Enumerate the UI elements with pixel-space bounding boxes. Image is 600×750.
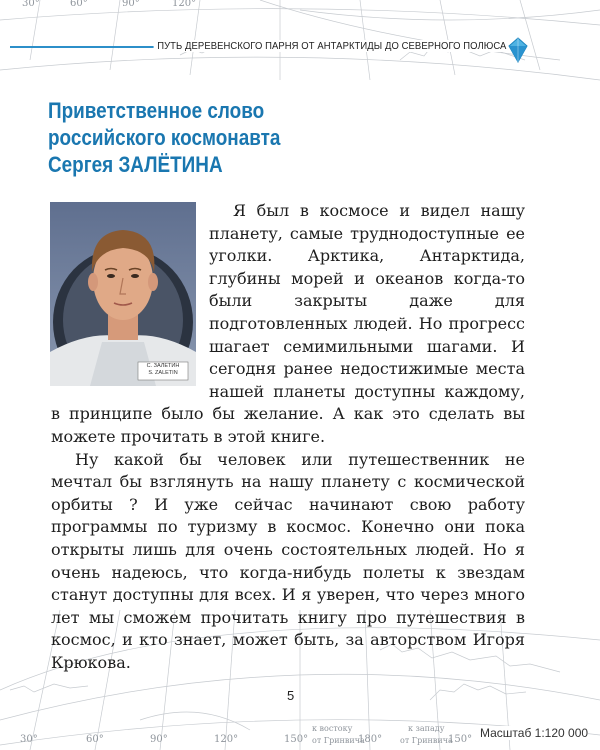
bottom-lon-3: 90°	[150, 734, 168, 745]
map-caption-2: к западу	[408, 724, 445, 733]
bottom-lon-6: 180°	[358, 734, 383, 745]
title-line-2: российского космонавта	[48, 125, 281, 150]
page-title	[48, 97, 280, 178]
top-lon-3: 90°	[122, 0, 140, 9]
title-line-3: Сергея ЗАЛЁТИНА	[48, 152, 223, 177]
top-lon-4: 120°	[172, 0, 197, 9]
paragraph-2: Ну какой бы человек или путешественник не мечтал бы взглянуть на нашу планету с космической орбиты ? И уже сейчас начинают свою работу программы по туризму в космос. Конечно они пока открыты лишь для очень состоятельных людей. Но я очень надеюсь, что когда-нибудь полеты к звездам станут доступны для всех. И я уверен, что через много лет мы сможем прочитать книгу про путешествия в космос, и кто знает, может быть, за авторством Игоря Крюкова.	[51, 449, 525, 672]
paragraph-1: Я был в космосе и видел нашу планету, самые труднодоступные ее уголки. Арктика, Антарктида, глубины морей и океанов когда-то были закрыты даже для подготовленных людей. Но прогресс шагает семимильными шагами. И сегодня ранее недостижимые места нашей планеты доступны каждому, в принципе было бы желание. А как это сделать вы можете прочитать в этой книге.	[51, 201, 525, 446]
page-number: 5	[287, 688, 295, 703]
nametag-line-2: S. ZALETIN	[148, 370, 178, 376]
bottom-lon-5: 150°	[284, 734, 309, 745]
top-lon-2: 60°	[70, 0, 88, 9]
bottom-lon-4: 120°	[214, 734, 239, 745]
nametag-line-1: С. ЗАЛЕТИН	[146, 363, 180, 369]
title-line-1: Приветственное слово	[48, 98, 265, 123]
welcome-text	[51, 200, 525, 674]
nametag	[139, 363, 187, 377]
diamond-icon	[508, 37, 528, 63]
top-lon-1: 30°	[22, 0, 40, 9]
bottom-lon-2: 60°	[86, 734, 104, 745]
map-scale: Масштаб 1:120 000	[480, 726, 589, 740]
bottom-lon-7: 150°	[448, 734, 473, 745]
map-caption-1: к востоку	[312, 724, 353, 733]
running-title: ПУТЬ ДЕРЕВЕНСКОГО ПАРНЯ ОТ АНТАРКТИДЫ ДО СЕВЕРНОГО ПОЛЮСА	[154, 40, 510, 52]
map-caption-4: от Гринвича	[400, 736, 453, 745]
map-caption-3: от Гринвича	[312, 736, 365, 745]
bottom-lon-1: 30°	[20, 734, 38, 745]
